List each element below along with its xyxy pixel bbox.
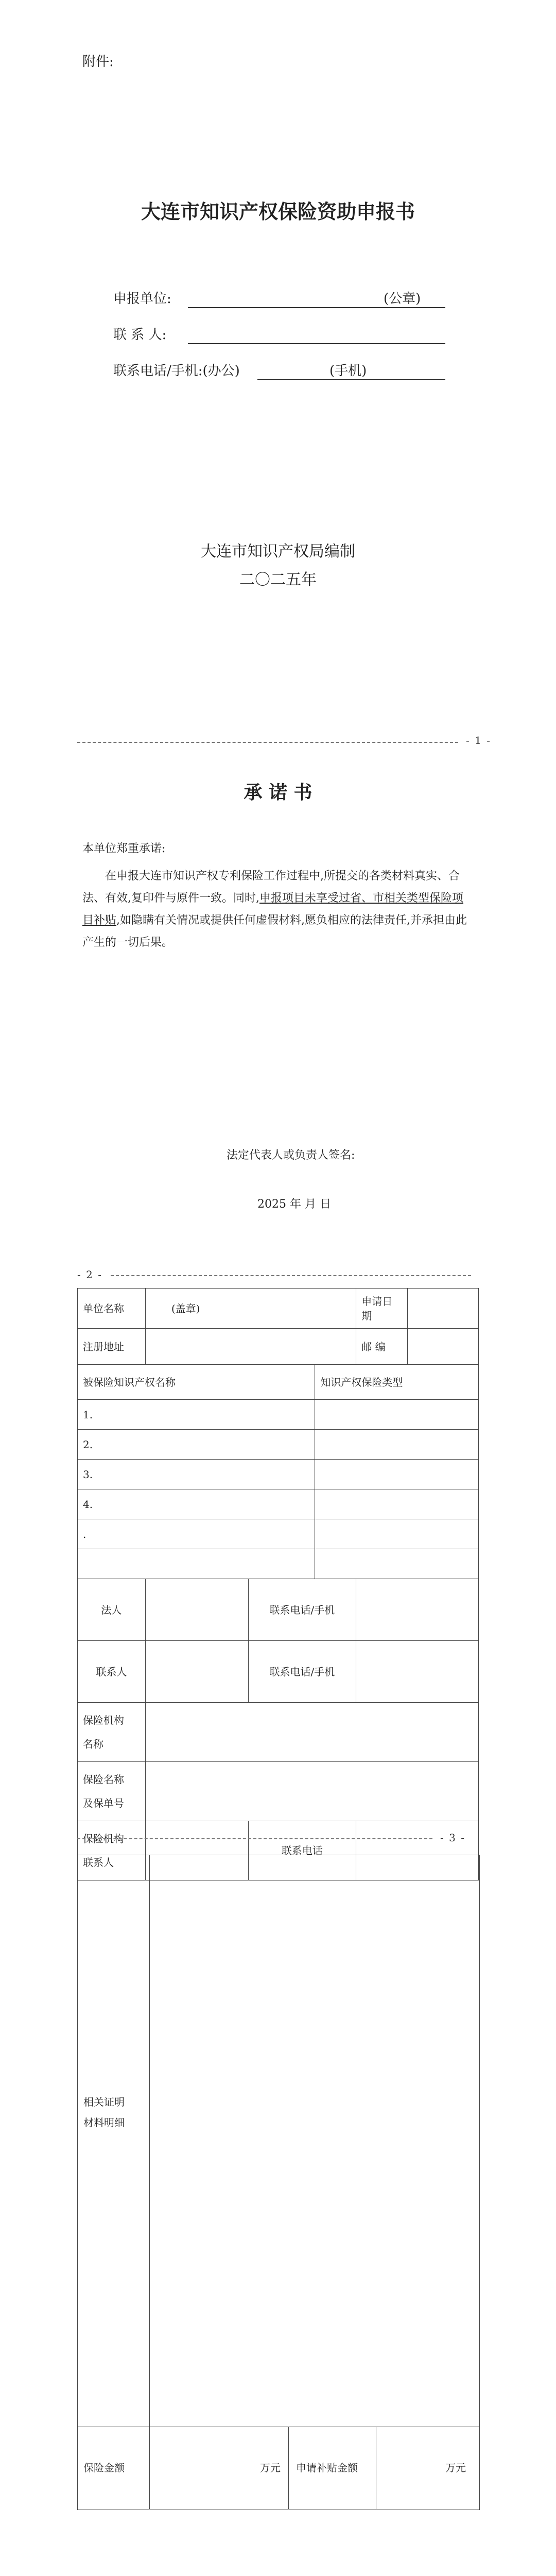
page-number-2: - 2 - [77,1268,102,1281]
materials-label-2: 材料明细 [83,2116,125,2129]
pledge-salutation: 本单位郑重承诺: [82,842,166,855]
ip-row-3[interactable]: 3. [78,1460,315,1489]
legal-phone-field[interactable] [356,1579,479,1641]
phone-label: 联系电话/手机:(办公) [113,363,240,379]
page-divider [77,742,458,743]
ip-name-header: 被保险知识产权名称 [78,1365,315,1400]
reg-address-label: 注册地址 [78,1329,146,1365]
contact-person-label: 联系人 [78,1641,146,1703]
insurer-contact-line2: 联系人 [83,1856,114,1869]
ip-type-row-5[interactable] [315,1519,479,1549]
page-number-1: - 1 - [466,734,491,747]
pledge-title: 承 诺 书 [244,782,312,803]
policy-line1: 保险名称 [83,1773,124,1786]
legal-rep-label: 法人 [78,1579,146,1641]
legal-phone-label: 联系电话/手机 [248,1579,356,1641]
phone-mobile-label: (手机) [329,363,367,379]
applicant-seal: (公章) [384,291,421,307]
premium-unit: 万元 [260,2462,281,2474]
ip-type-row-4[interactable] [315,1489,479,1519]
signature-label: 法定代表人或负责人签名: [227,1149,355,1162]
legal-rep-field[interactable] [145,1579,248,1641]
pledge-text-a: 在申报大连市知识产权专利保险工作过程中,所提交的各类材料真实、合法、有效,复印件与原件一致。同时, [82,870,460,905]
ip-type-header: 知识产权保险类型 [315,1365,479,1400]
pledge-text-emph: 申报项目未享受过省、市相关类型保险项目补贴 [82,891,464,927]
insurer-name-label [78,1703,146,1762]
attachment-label: 附件: [82,54,114,70]
materials-label-1: 相关证明 [83,2096,125,2108]
ip-type-row-3[interactable] [315,1460,479,1489]
amount-divider-1 [149,2427,150,2509]
contact-phone-label: 联系电话/手机 [248,1641,356,1703]
contact-phone-field[interactable] [356,1641,479,1703]
ip-row-1[interactable]: 1. [78,1400,315,1430]
policy-field[interactable] [145,1762,478,1821]
ip-type-row-6[interactable] [315,1549,479,1579]
ip-type-row-1[interactable] [315,1400,479,1430]
page-divider [77,1838,432,1839]
insurer-name-line1: 保险机构 [83,1714,124,1726]
apply-date-field[interactable] [408,1289,479,1329]
page-divider [111,1275,471,1276]
unit-seal: (盖章) [171,1302,200,1315]
amount-divider-2 [288,2427,289,2509]
year: 二〇二五年 [239,571,317,589]
materials-field[interactable] [150,1855,478,2426]
apply-date-label: 申请日期 [356,1289,408,1329]
insurer-name-line2: 名称 [83,1738,103,1750]
application-form-table [77,1288,479,1880]
insurer-contact-line1: 保险机构 [83,1833,124,1845]
policy-line2: 及保单号 [83,1797,124,1809]
contact-person-field[interactable] [145,1641,248,1703]
pledge-paragraph [82,866,474,954]
applicant-label: 申报单位: [113,291,171,307]
unit-name-label: 单位名称 [78,1289,146,1329]
subsidy-label: 申请补贴金额 [296,2462,358,2474]
contact-field[interactable] [188,343,445,344]
ip-row-2[interactable]: 2. [78,1430,315,1460]
pledge-date: 2025 年 月 日 [257,1198,331,1211]
ip-row-4[interactable]: 4. [78,1489,315,1519]
policy-label [78,1762,146,1821]
insurer-phone-label: 联系电话 [248,1821,356,1880]
postcode-label: 邮 编 [356,1329,408,1365]
unit-name-field[interactable] [145,1289,356,1329]
reg-address-field[interactable] [145,1329,356,1365]
ip-type-row-2[interactable] [315,1430,479,1460]
ip-row-6[interactable] [78,1549,315,1579]
premium-label: 保险金额 [83,2462,125,2474]
contact-label: 联 系 人: [113,327,167,343]
subsidy-unit: 万元 [445,2462,466,2474]
ip-row-5[interactable]: . [78,1519,315,1549]
publisher: 大连市知识产权局编制 [201,543,355,561]
page-number-3: - 3 - [440,1832,465,1844]
document-title: 大连市知识产权保险资助申报书 [141,200,415,223]
insurer-name-field[interactable] [145,1703,478,1762]
pledge-text-b: ,如隐瞒有关情况或提供任何虚假材料,愿负相应的法律责任,并承担由此产生的一切后果。 [82,913,467,949]
postcode-field[interactable] [408,1329,479,1365]
